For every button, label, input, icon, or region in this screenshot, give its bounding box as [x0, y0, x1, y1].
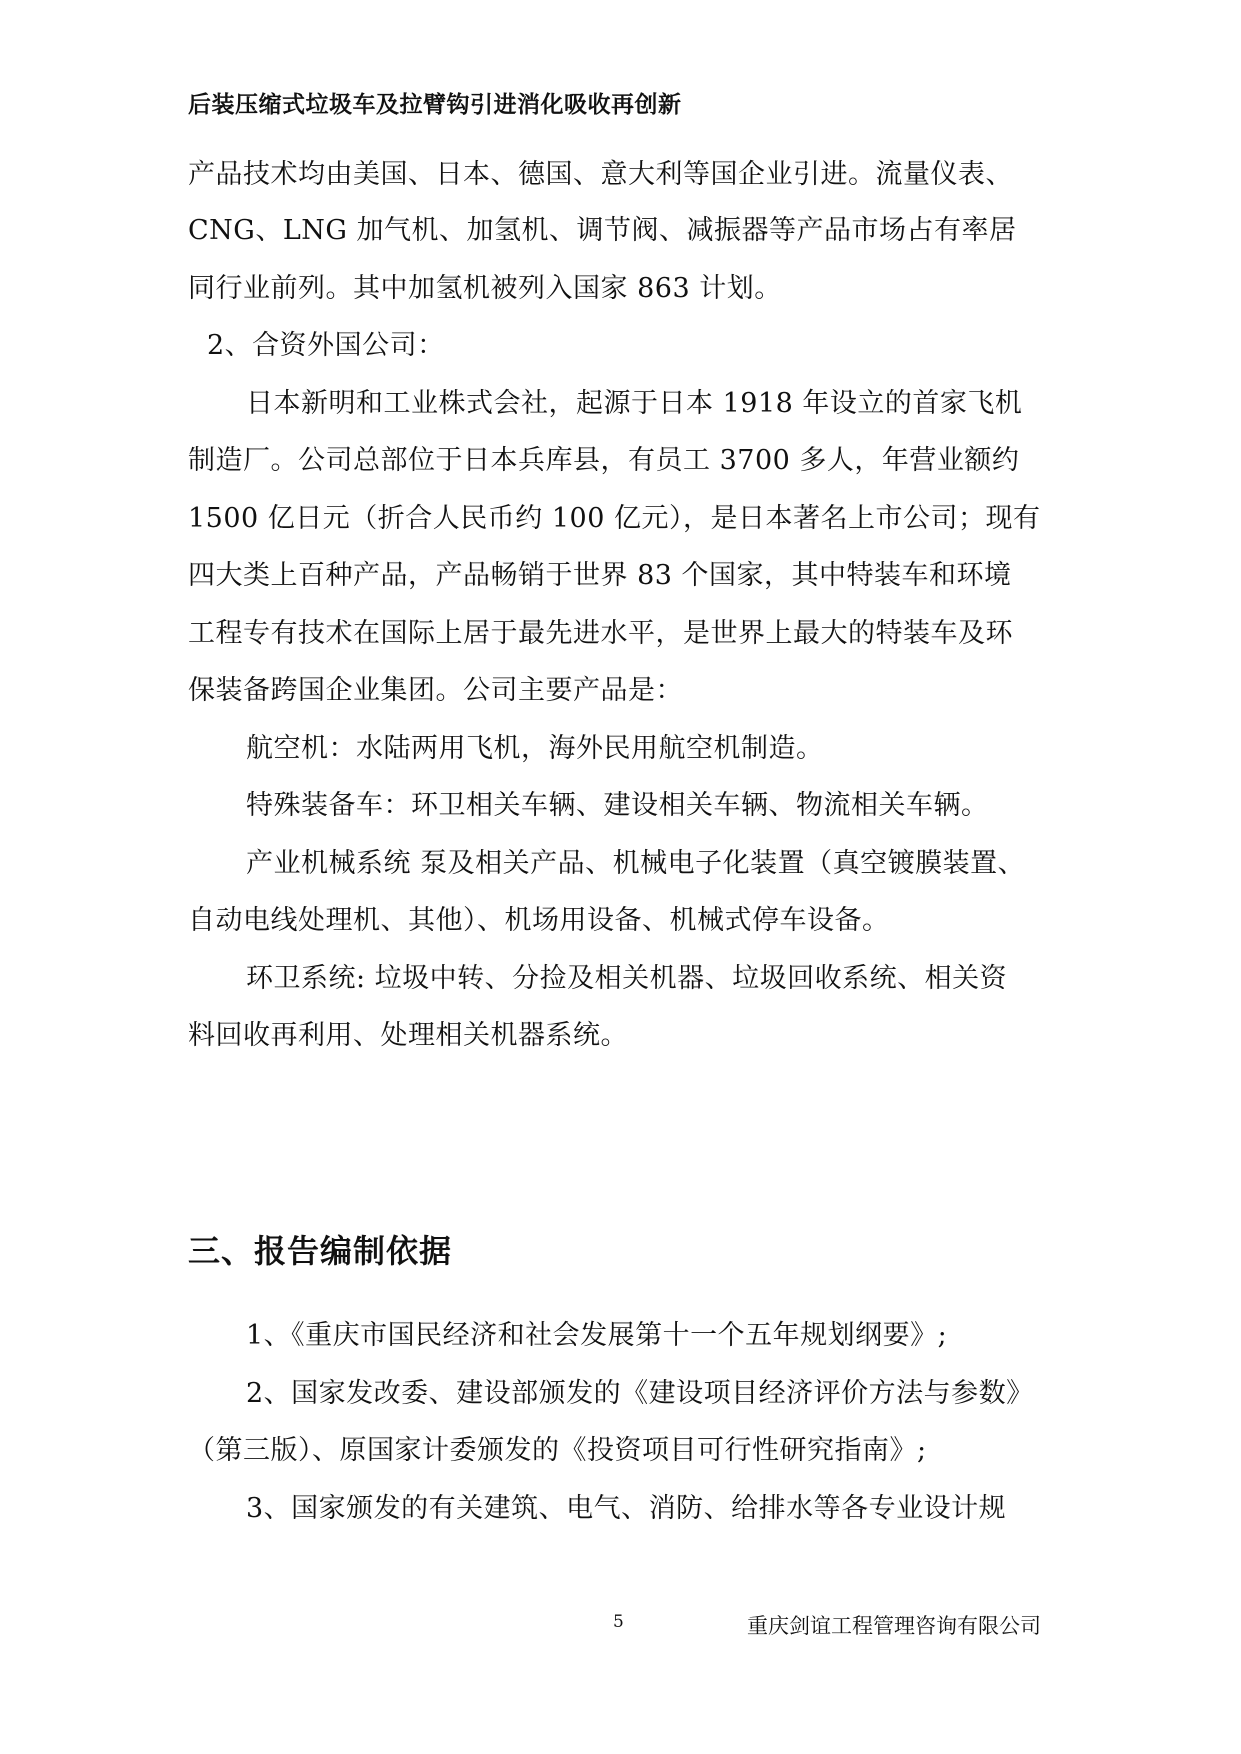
- body-line: 保装备跨国企业集团。公司主要产品是：: [188, 675, 683, 706]
- body-line: CNG、LNG 加气机、加氢机、调节阀、减振器等产品市场占有率居: [188, 215, 1017, 246]
- product-line-special-vehicles: 特殊装备车：环卫相关车辆、建设相关车辆、物流相关车辆。: [246, 790, 989, 821]
- basis-item-continuation: （第三版）、原国家计委颁发的《投资项目可行性研究指南》;: [188, 1435, 927, 1466]
- paragraph-first-line: 日本新明和工业株式会社，起源于日本 1918 年设立的首家飞机: [246, 388, 1023, 419]
- body-line: 同行业前列。其中加氢机被列入国家 863 计划。: [188, 273, 782, 304]
- basis-item: 3、国家颁发的有关建筑、电气、消防、给排水等各专业设计规: [246, 1493, 1007, 1524]
- body-line: 自动电线处理机、其他）、机场用设备、机械式停车设备。: [188, 905, 890, 936]
- basis-item: 1、《重庆市国民经济和社会发展第十一个五年规划纲要》;: [246, 1320, 948, 1351]
- body-line: 制造厂。公司总部位于日本兵库县，有员工 3700 多人，年营业额约: [188, 445, 1020, 476]
- product-line-aircraft: 航空机：水陆两用飞机，海外民用航空机制造。: [246, 733, 824, 764]
- footer-company-name: 重庆剑谊工程管理咨询有限公司: [747, 1614, 1041, 1638]
- product-line-sanitation: 环卫系统: 垃圾中转、分捡及相关机器、垃圾回收系统、相关资: [246, 963, 1008, 994]
- section-heading: 三、报告编制依据: [188, 1232, 453, 1270]
- body-line: 1500 亿日元（折合人民币约 100 亿元），是日本著名上市公司；现有: [188, 503, 1041, 534]
- page-number: 5: [613, 1612, 624, 1632]
- body-line: 产品技术均由美国、日本、德国、意大利等国企业引进。流量仪表、: [188, 159, 1013, 190]
- basis-item: 2、国家发改委、建设部颁发的《建设项目经济评价方法与参数》: [246, 1378, 1034, 1409]
- body-line: 四大类上百种产品，产品畅销于世界 83 个国家，其中特装车和环境: [188, 560, 1012, 591]
- subsection-label: 2、合资外国公司：: [207, 330, 445, 361]
- product-line-industrial-machinery: 产业机械系统 泵及相关产品、机械电子化装置（真空镀膜装置、: [246, 848, 1026, 879]
- body-line: 料回收再利用、处理相关机器系统。: [188, 1020, 628, 1051]
- body-line: 工程专有技术在国际上居于最先进水平，是世界上最大的特装车及环: [188, 618, 1013, 649]
- page-header-title: 后装压缩式垃圾车及拉臂钩引进消化吸收再创新: [188, 92, 682, 118]
